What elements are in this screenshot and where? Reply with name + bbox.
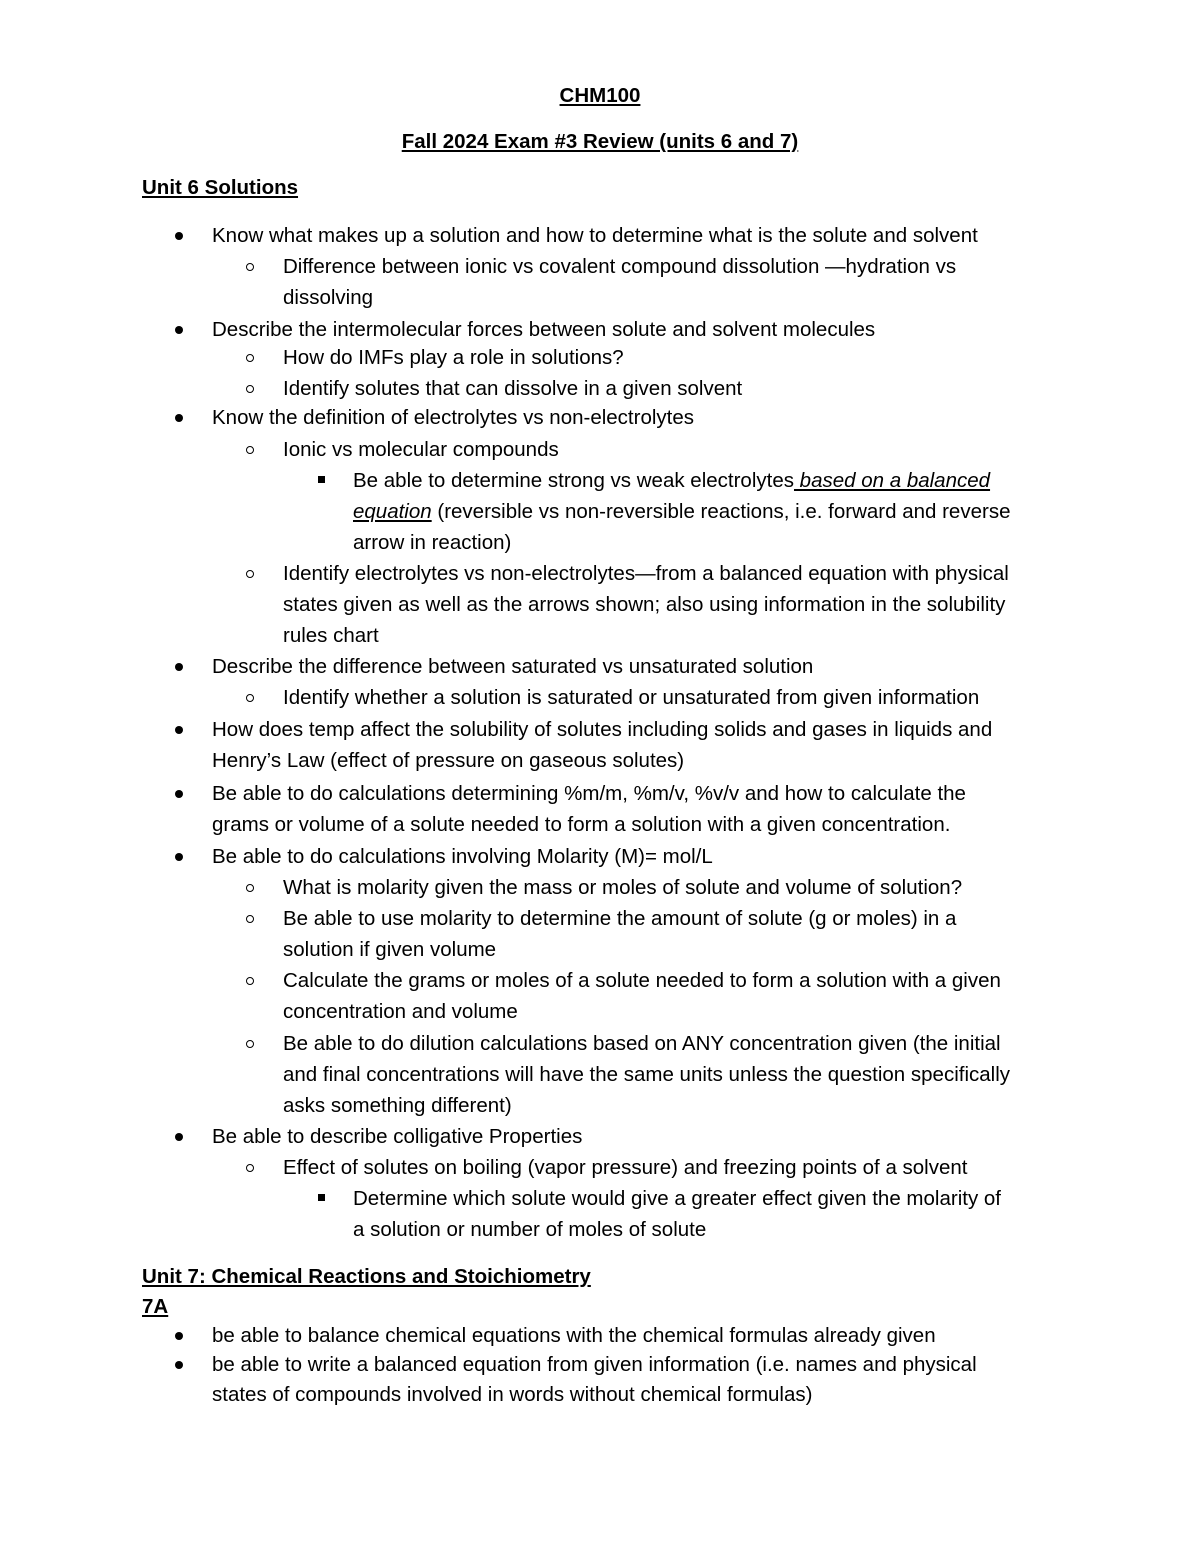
bullet-icon [175, 1133, 183, 1141]
list-item: Identify electrolytes vs non-electrolytes—from a balanced equation with physical [283, 562, 1009, 585]
list-item-continuation: and final concentrations will have the same units unless the question specifically [283, 1063, 1011, 1086]
circle-bullet-icon [246, 915, 254, 923]
list-item: Identify solutes that can dissolve in a given solvent [283, 377, 743, 400]
list-item: Know what makes up a solution and how to determine what is the solute and solvent [212, 224, 978, 247]
list-item: Difference between ionic vs covalent compound dissolution —hydration vs [283, 255, 957, 278]
list-item-continuation: arrow in reaction) [353, 531, 512, 554]
list-item: Determine which solute would give a greater effect given the molarity of [353, 1187, 1001, 1210]
list-item-continuation: asks something different) [283, 1094, 512, 1117]
bullet-icon [175, 790, 183, 798]
list-item [353, 465, 990, 496]
list-item: Ionic vs molecular compounds [283, 438, 559, 461]
circle-bullet-icon [246, 570, 254, 578]
circle-bullet-icon [246, 446, 254, 454]
list-item-continuation: states of compounds involved in words without chemical formulas) [212, 1383, 813, 1406]
unit7a-subheading: 7A [142, 1295, 169, 1318]
bullet-icon [175, 326, 183, 334]
square-bullet-icon [318, 476, 325, 483]
list-item-continuation: concentration and volume [283, 1000, 518, 1023]
circle-bullet-icon [246, 1164, 254, 1172]
circle-bullet-icon [246, 884, 254, 892]
list-item-continuation: dissolving [283, 286, 374, 309]
list-item: Be able to do calculations determining %m/m, %m/v, %v/v and how to calculate the [212, 782, 966, 805]
list-item: Describe the intermolecular forces between solute and solvent molecules [212, 318, 876, 341]
list-item-continuation: rules chart [283, 624, 379, 647]
list-item-text: (reversible vs non-reversible reactions, i.e. forward and reverse [431, 500, 1011, 523]
list-item: Identify whether a solution is saturated or unsaturated from given information [283, 686, 980, 709]
circle-bullet-icon [246, 1040, 254, 1048]
list-item-continuation: states given as well as the arrows shown; also using information in the solubility [283, 593, 1006, 616]
list-item: Be able to describe colligative Properties [212, 1125, 583, 1148]
unit7-heading: Unit 7: Chemical Reactions and Stoichiometry [142, 1265, 591, 1288]
emphasis-text: equation [353, 500, 432, 523]
list-item: Effect of solutes on boiling (vapor pressure) and freezing points of a solvent [283, 1156, 968, 1179]
list-item: Calculate the grams or moles of a solute needed to form a solution with a given [283, 969, 1001, 992]
list-item-continuation [353, 496, 1010, 527]
square-bullet-icon [318, 1194, 325, 1201]
list-item: Be able to do calculations involving Molarity (M)= mol/L [212, 845, 713, 868]
list-item-text: Be able to determine strong vs weak electrolytes [353, 469, 794, 492]
circle-bullet-icon [246, 385, 254, 393]
circle-bullet-icon [246, 263, 254, 271]
circle-bullet-icon [246, 694, 254, 702]
list-item-continuation: solution if given volume [283, 938, 497, 961]
list-item: be able to balance chemical equations with the chemical formulas already given [212, 1324, 936, 1347]
list-item: Be able to do dilution calculations based on ANY concentration given (the initial [283, 1032, 1001, 1055]
list-item-continuation: a solution or number of moles of solute [353, 1218, 707, 1241]
circle-bullet-icon [246, 977, 254, 985]
course-title: CHM100 [559, 84, 641, 107]
list-item: How does temp affect the solubility of solutes including solids and gases in liquids and [212, 718, 993, 741]
list-item: be able to write a balanced equation from given information (i.e. names and physical [212, 1353, 977, 1376]
page-title: Fall 2024 Exam #3 Review (units 6 and 7) [401, 130, 799, 153]
unit6-heading: Unit 6 Solutions [142, 176, 299, 199]
emphasis-text: based on a balanced [793, 469, 991, 492]
list-item: Know the definition of electrolytes vs non-electrolytes [212, 406, 695, 429]
list-item-continuation: Henry’s Law (effect of pressure on gaseous solutes) [212, 749, 685, 772]
circle-bullet-icon [246, 354, 254, 362]
bullet-icon [175, 1361, 183, 1369]
list-item-continuation: grams or volume of a solute needed to form a solution with a given concentration. [212, 813, 951, 836]
bullet-icon [175, 663, 183, 671]
list-item: What is molarity given the mass or moles of solute and volume of solution? [283, 876, 963, 899]
list-item: Be able to use molarity to determine the amount of solute (g or moles) in a [283, 907, 957, 930]
bullet-icon [175, 414, 183, 422]
list-item: Describe the difference between saturated vs unsaturated solution [212, 655, 814, 678]
list-item: How do IMFs play a role in solutions? [283, 346, 624, 369]
bullet-icon [175, 726, 183, 734]
bullet-icon [175, 1332, 183, 1340]
bullet-icon [175, 853, 183, 861]
bullet-icon [175, 232, 183, 240]
